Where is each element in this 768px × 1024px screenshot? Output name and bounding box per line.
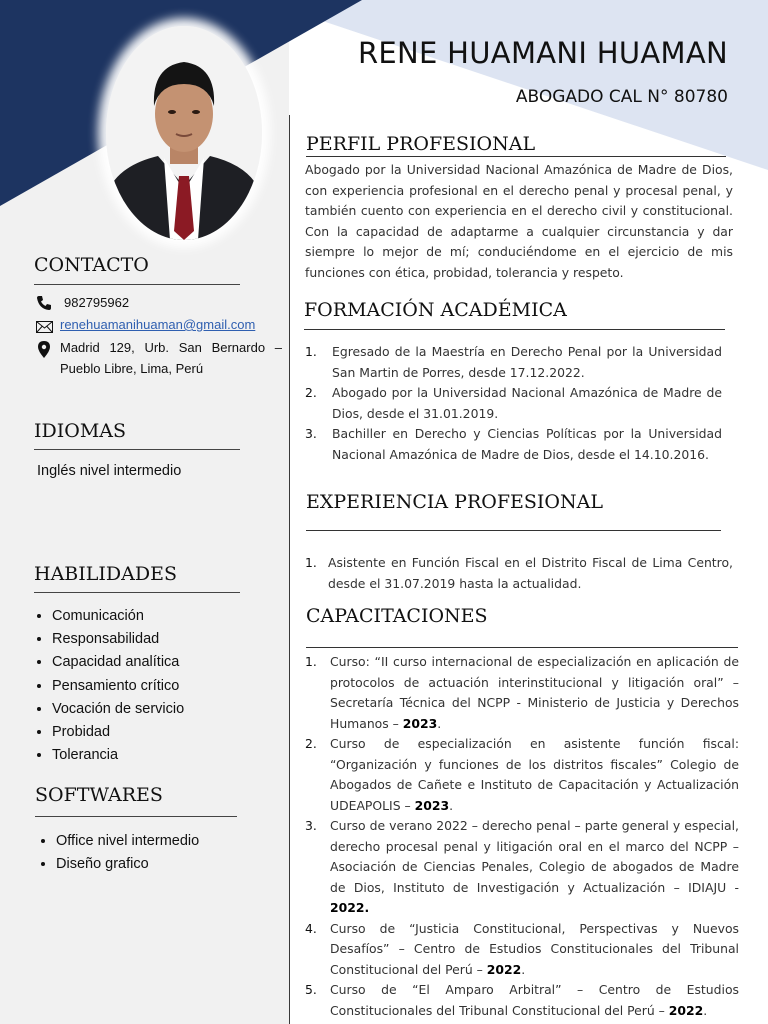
- experience-heading: EXPERIENCIA PROFESIONAL: [306, 491, 603, 513]
- contact-rule: [34, 284, 240, 285]
- skill-item: • Tolerancia: [52, 744, 184, 767]
- profile-heading: PERFIL PROFESIONAL: [306, 133, 536, 155]
- professional-title: ABOGADO CAL N° 80780: [515, 87, 728, 107]
- skills-list: [34, 605, 184, 767]
- full-name: RENE HUAMANI HUAMAN: [357, 36, 728, 70]
- software-item: • Diseño grafico: [56, 853, 199, 876]
- skill-item: • Vocación de servicio: [52, 698, 184, 721]
- envelope-icon: [34, 317, 54, 333]
- contact-heading: CONTACTO: [34, 254, 149, 276]
- skill-item: • Probidad: [52, 721, 184, 744]
- skills-rule: [34, 592, 240, 593]
- training-rule: [306, 647, 738, 648]
- phone-number: 982795962: [64, 295, 130, 310]
- software-item: • Office nivel intermedio: [56, 830, 199, 853]
- education-item: 1. Egresado de la Maestría en Derecho Penal por la Universidad San Martin de Porres, desde 17.12.2022.: [305, 344, 722, 380]
- skill-item: • Capacidad analítica: [52, 651, 184, 674]
- education-item: 2. Abogado por la Universidad Nacional Amazónica de Madre de Dios, desde el 31.01.2019.: [305, 385, 722, 421]
- location-pin-icon: [34, 337, 54, 358]
- person-portrait-icon: [106, 26, 262, 240]
- contact-phone: [34, 295, 129, 311]
- column-divider: [289, 115, 290, 1024]
- skills-heading: HABILIDADES: [34, 563, 177, 585]
- training-item: 3. Curso de verano 2022 – derecho penal – parte general y especial, derecho procesal penal y litigación oral en el marco del NCPP – Asociación de Ciencias Penales, Colegio de abogados de Madre de Dios, Instituto de Investigación y Actualización – IDIAJU - 2022.: [305, 818, 739, 915]
- training-heading: CAPACITACIONES: [306, 605, 488, 627]
- training-item: 5. Curso de “El Amparo Arbitral” – Centro de Estudios Constitucionales del Tribunal Constitucional del Perú – 2022.: [305, 982, 739, 1018]
- languages-heading: IDIOMAS: [34, 420, 127, 442]
- education-list: [305, 342, 722, 465]
- email-link[interactable]: renehuamanihuaman@gmail.com: [60, 317, 256, 332]
- profile-text: Abogado por la Universidad Nacional Amazónica de Madre de Dios, con experiencia profesional en el derecho penal y procesal penal, y también cuento con experiencia en el derecho civil y constitucional. Con la capacidad de adaptarme a cualquier circunstancia y dar siempre lo mejor de mí; conduciéndome en el ejercicio de mis funciones con ética, probidad, tolerancia y respeto.: [305, 162, 733, 280]
- experience-list: [305, 553, 733, 594]
- skill-item: • Comunicación: [52, 605, 184, 628]
- education-item: 3. Bachiller en Derecho y Ciencias Políticas por la Universidad Nacional Amazónica de Madre de Dios, desde el 14.10.2016.: [305, 426, 722, 462]
- contact-email: [34, 317, 255, 333]
- education-rule: [304, 329, 725, 330]
- profile-rule: [306, 156, 726, 157]
- education-heading: FORMACIÓN ACADÉMICA: [304, 299, 567, 321]
- contact-address: [34, 337, 282, 379]
- languages-text: Inglés nivel intermedio: [37, 463, 182, 479]
- profile-photo: [106, 26, 262, 240]
- skill-item: • Pensamiento crítico: [52, 675, 184, 698]
- training-item: 1. Curso: “II curso internacional de especialización en aplicación de protocolos de actuación interinstitucional y litigación oral” – Secretaría Técnica del NCPP - Ministerio de Justicia y Derechos Humanos – 2023.: [305, 654, 739, 731]
- software-heading: SOFTWARES: [35, 784, 163, 806]
- experience-item: 1. Asistente en Función Fiscal en el Distrito Fiscal de Lima Centro, desde el 31.07.2019 hasta la actualidad.: [305, 555, 733, 591]
- training-item: 2. Curso de especialización en asistente función fiscal: “Organización y funciones de los distritos fiscales” Colegio de Abogados de Cañete e Instituto de Capacitación y Actualización UDEAPOLIS – 2023.: [305, 736, 739, 813]
- software-rule: [35, 816, 237, 817]
- training-list: [305, 652, 739, 1021]
- experience-rule: [306, 530, 721, 531]
- languages-rule: [34, 449, 240, 450]
- training-item: 4. Curso de “Justicia Constitucional, Perspectivas y Nuevos Desafíos” – Centro de Estudios Constitucionales del Tribunal Constitucional del Perú – 2022.: [305, 920, 739, 977]
- skill-item: • Responsabilidad: [52, 628, 184, 651]
- software-list: [38, 830, 199, 876]
- phone-icon: [34, 295, 54, 311]
- address-text: Madrid 129, Urb. San Bernardo – Pueblo Libre, Lima, Perú: [60, 340, 282, 376]
